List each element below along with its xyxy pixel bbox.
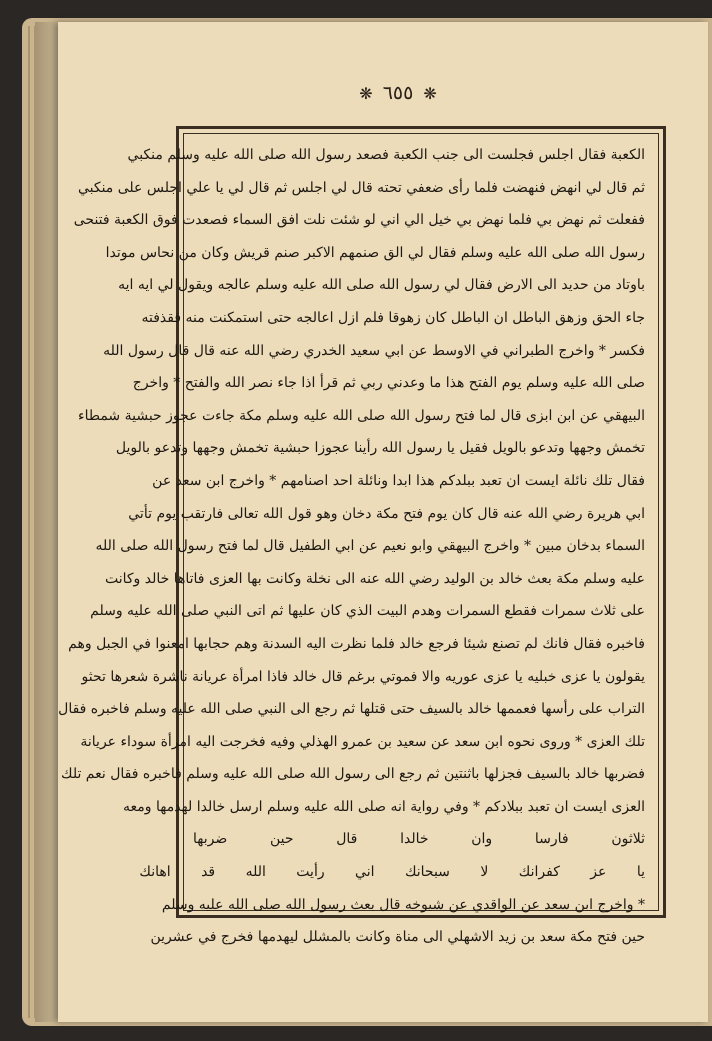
text-line: تلك العزى * وروى نحوه ابن سعد عن سعيد بن عمرو الهذلي وفيه فخرجت اليه امرأة سوداء عريانة <box>80 733 645 750</box>
verse-line: يا عز كفرانك لا سبحانك اني رأيت الله قد اهانك <box>139 864 645 881</box>
text-line: ففعلت ثم نهض بي فلما نهض بي خيل الي اني لو شئت نلت افق السماء فصعدت فوق الكعبة فتنحى <box>73 212 645 229</box>
text-line: رسول الله صلى الله عليه وسلم فقال لي الق صنمهم الاكبر صنم قريش وكان من نحاس موتدا <box>105 244 645 261</box>
text-line: ابي هريرة رضي الله عنه قال كان يوم فتح مكة دخان وهو قول الله تعالى فارتقب يوم تأتي <box>128 505 645 522</box>
text-line: فاخبره فقال فانك لم تصنع شيئا فرجع خالد فلما نظرت اليه السدنة وهم حجابها امعنوا في الجبل وهم <box>68 635 645 652</box>
text-line: على ثلاث سمرات فقطع السمرات وهدم البيت الذي كان عليها ثم اتى النبي صلى الله عليه وسلم <box>90 603 645 620</box>
text-line: العزى ايست ان تعبد ببلادكم * وفي رواية انه صلى الله عليه وسلم ارسل خالدا لهدمها ومعه <box>123 798 645 815</box>
text-line: ثلاثون فارسا وان خالدا قال حين ضربها <box>193 831 645 848</box>
text-line: يقولون يا عزى خبليه يا عزى عوريه والا فموتي برغم قال خالد فاذا امرأة عريانة ناشرة شعرها تحثو <box>81 668 645 685</box>
page-number <box>328 82 468 104</box>
text-line: فضربها خالد بالسيف فجزلها باثنتين ثم رجع الى رسول الله صلى الله عليه وسلم فاخبره فقال نعم تلك <box>61 766 645 783</box>
text-line: عليه وسلم مكة بعث خالد بن الوليد رضي الله عنه الى نخلة وكانت بها العزى فاتاها خالد وكانت <box>104 570 645 587</box>
text-line: حين فتح مكة سعد بن زيد الاشهلي الى مناة وكانت بالمشلل ليهدمها فخرج في عشرين <box>150 929 645 946</box>
page-number-text: ٦٥٥ <box>382 82 414 104</box>
text-line: السماء بدخان مبين * واخرج البيهقي وابو نعيم عن ابي الطفيل قال لما فتح رسول الله صلى الله <box>95 538 645 555</box>
text-line: * واخرج ابن سعد عن الواقدي عن شيوخه قال بعث رسول الله صلى الله عليه وسلم <box>161 896 645 913</box>
ornament-icon: ❋ <box>423 84 437 103</box>
book-page <box>58 22 708 1022</box>
text-line: ثم قال لي انهض فنهضت فلما رأى ضعفي تحته قال لي اجلس ثم قال لي يا علي اجلس على منكبي <box>77 179 645 196</box>
text-line: فقال تلك نائلة ايست ان تعبد ببلدكم هذا ابدا ونائلة احد اصنامهم * واخرج ابن سعد عن <box>152 472 645 489</box>
text-line: باوتاد من حديد الى الارض فقال لي رسول الله صلى الله عليه وسلم عالجه ويقول لي ايه ايه <box>118 277 645 294</box>
page-edge <box>28 26 30 1018</box>
arabic-text-block <box>58 139 645 954</box>
text-line: الكعبة فقال اجلس فجلست الى جنب الكعبة فصعد رسول الله صلى الله عليه وسلم منكبي <box>127 147 645 163</box>
text-line: فكسر * واخرج الطبراني في الاوسط عن ابي سعيد الخدري رضي الله عنه قال قال رسول الله <box>103 342 645 359</box>
text-line: تخمش وجهها وتدعو بالويل فقيل يا رسول الله رأينا عجوزا حبشية تخمش وجهها وتدعو بالويل <box>115 440 645 457</box>
ornament-icon: ❋ <box>359 84 373 103</box>
text-frame <box>58 126 666 946</box>
text-line: جاء الحق وزهق الباطل ان الباطل كان زهوقا فلم ازل اعالجه حتى استمكنت منه فقذفته <box>141 309 645 326</box>
text-line: التراب على رأسها فعممها خالد بالسيف حتى قتلها ثم رجع الى النبي صلى الله عليه وسلم فاخبره فقال <box>58 701 645 718</box>
text-line: البيهقي عن ابن ابزى قال لما فتح رسول الله صلى الله عليه وسلم مكة جاءت عجوز حبشية شمطاء <box>78 407 645 424</box>
text-line: صلى الله عليه وسلم يوم الفتح هذا ما وعدني ربي ثم قرأ اذا جاء نصر الله والفتح * واخرج <box>132 375 645 392</box>
